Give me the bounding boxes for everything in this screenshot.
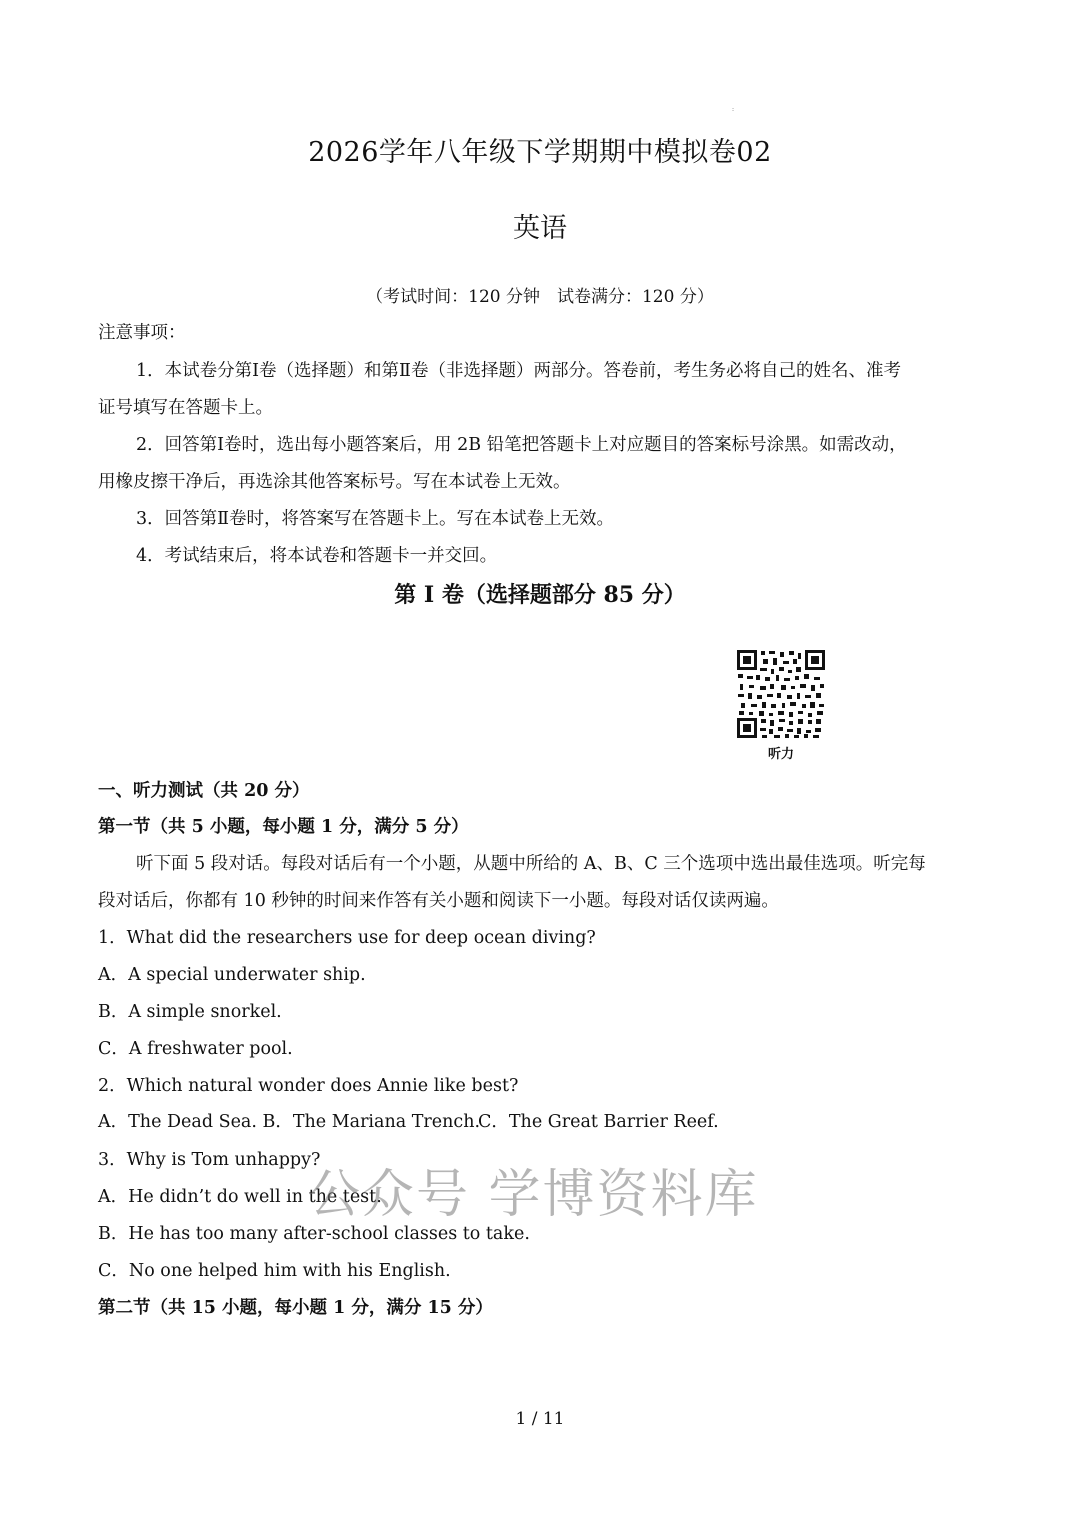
question-2-option-c: C．The Great Barrier Reef. [478, 1112, 719, 1132]
question-3-option-c: C．No one helped him with his English. [98, 1261, 451, 1281]
note-item-3: 3．回答第Ⅱ卷时，将答案写在答题卡上。写在本试卷上无效。 [136, 509, 615, 529]
exam-info: （考试时间：120 分钟 试卷满分：120 分） [366, 287, 714, 307]
subject-title: 英语 [513, 213, 567, 244]
exam-title: 2026学年八年级下学期期中模拟卷02 [308, 137, 772, 168]
note-item-4: 4．考试结束后，将本试卷和答题卡一并交回。 [136, 546, 498, 566]
question-1-option-a: A．A special underwater ship. [98, 965, 366, 985]
part1-heading: 第 I 卷（选择题部分 85 分） [394, 582, 686, 608]
tiny-mark: : [732, 106, 735, 113]
qr-code-image [736, 649, 826, 739]
question-3-option-b: B．He has too many after-school classes to take. [98, 1224, 530, 1244]
note-item-2-line-2: 用橡皮擦干净后，再选涂其他答案标号。写在本试卷上无效。 [98, 472, 571, 492]
note-item-1-line-2: 证号填写在答题卡上。 [98, 398, 273, 418]
listening-heading: 一、听力测试（共 20 分） [98, 781, 310, 801]
question-3: 3．Why is Tom unhappy? [98, 1150, 321, 1170]
instructions-line-1: 听下面 5 段对话。每段对话后有一个小题，从题中所给的 A、B、C 三个选项中选出最佳选项。听完每 [136, 854, 926, 874]
page-number: 1 / 11 [515, 1409, 565, 1429]
question-2-options-ab: A．The Dead Sea. B．The Mariana Trench. [98, 1112, 481, 1132]
note-item-2-line-1: 2．回答第Ⅰ卷时，选出每小题答案后，用 2B 铅笔把答题卡上对应题目的答案标号涂黑。如需改动， [136, 435, 907, 455]
question-3-option-a: A．He didn’t do well in the test. [98, 1187, 382, 1207]
question-1: 1．What did the researchers use for deep ocean diving? [98, 928, 596, 948]
notes-heading: 注意事项： [98, 323, 186, 343]
question-2: 2．Which natural wonder does Annie like best? [98, 1076, 519, 1096]
watermark: 公众号 学博资料库 [308, 1165, 759, 1225]
qr-label: 听力 [767, 747, 794, 762]
section1-heading: 第一节（共 5 小题，每小题 1 分，满分 5 分） [98, 817, 469, 837]
section2-heading: 第二节（共 15 小题，每小题 1 分，满分 15 分） [98, 1298, 493, 1318]
question-1-option-c: C．A freshwater pool. [98, 1039, 293, 1059]
note-item-1-line-1: 1．本试卷分第Ⅰ卷（选择题）和第Ⅱ卷（非选择题）两部分。答卷前，考生务必将自己的姓名、准考 [136, 361, 901, 381]
question-1-option-b: B．A simple snorkel. [98, 1002, 282, 1022]
instructions-line-2: 段对话后，你都有 10 秒钟的时间来作答有关小题和阅读下一小题。每段对话仅读两遍。 [98, 891, 779, 911]
